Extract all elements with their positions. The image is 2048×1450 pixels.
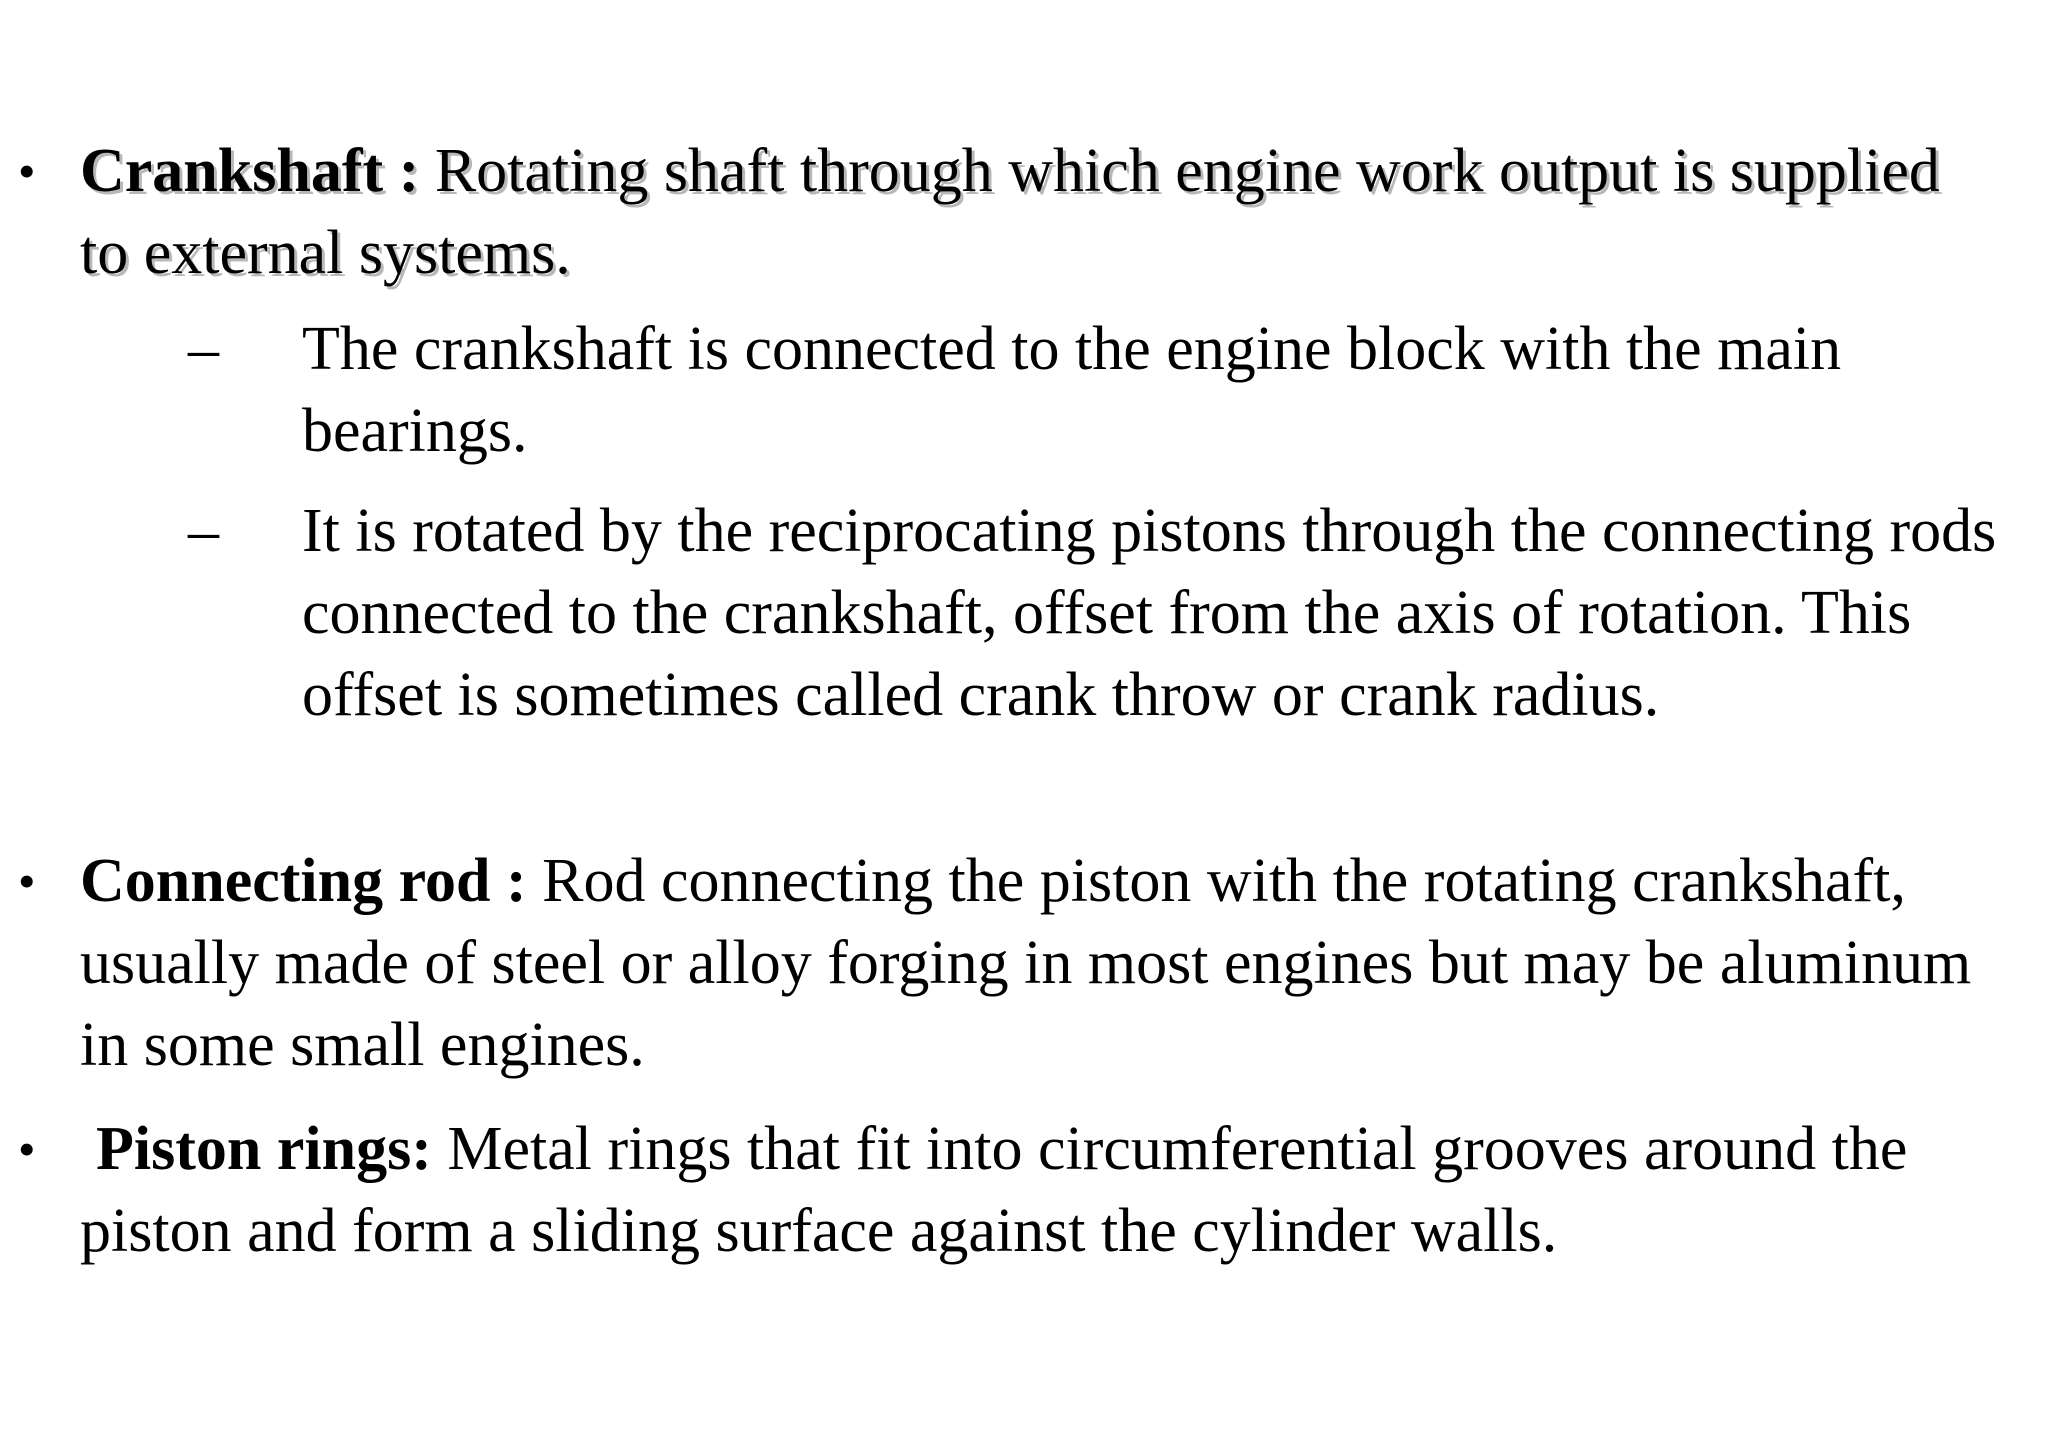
subitem-text: The crankshaft is connected to the engine block with the main bearings. <box>302 315 1842 465</box>
subitem-text: It is rotated by the reciprocating pistons through the connecting rods connected to the crankshaft, offset from the axis of rotation. This offset is sometimes called crank throw or crank radius. <box>302 497 1997 729</box>
subitem-marker: – <box>188 315 219 383</box>
bullet-connecting-rod <box>18 840 1998 1090</box>
bullet-marker: • <box>18 1121 36 1177</box>
bullet-crankshaft <box>18 130 1998 300</box>
bullet-piston-rings <box>18 1108 1998 1278</box>
bullet-marker: • <box>18 143 36 199</box>
bullet-text <box>80 840 2000 1086</box>
bullet-term: Crankshaft : <box>80 137 420 205</box>
subitem-marker: – <box>188 497 219 565</box>
bullet-description: Rod connecting the piston with the rotating crankshaft, usually made of steel or alloy forging in most engines but may be aluminum in some small engines. <box>80 847 1972 1079</box>
bullet-description: Metal rings that fit into circumferential grooves around the piston and form a sliding surface against the cylinder walls. <box>80 1115 1908 1265</box>
bullet-text <box>80 1108 2020 1272</box>
subitem-crank-throw <box>0 490 2040 830</box>
bullet-text <box>80 130 1960 294</box>
subitem-main-bearings <box>0 308 2040 478</box>
bullet-term: Piston rings: <box>96 1115 432 1183</box>
bullet-marker: • <box>18 853 36 909</box>
bullet-term: Connecting rod : <box>80 847 527 915</box>
bullet-description: Rotating shaft through which engine work output is supplied to external systems. <box>80 137 1940 287</box>
